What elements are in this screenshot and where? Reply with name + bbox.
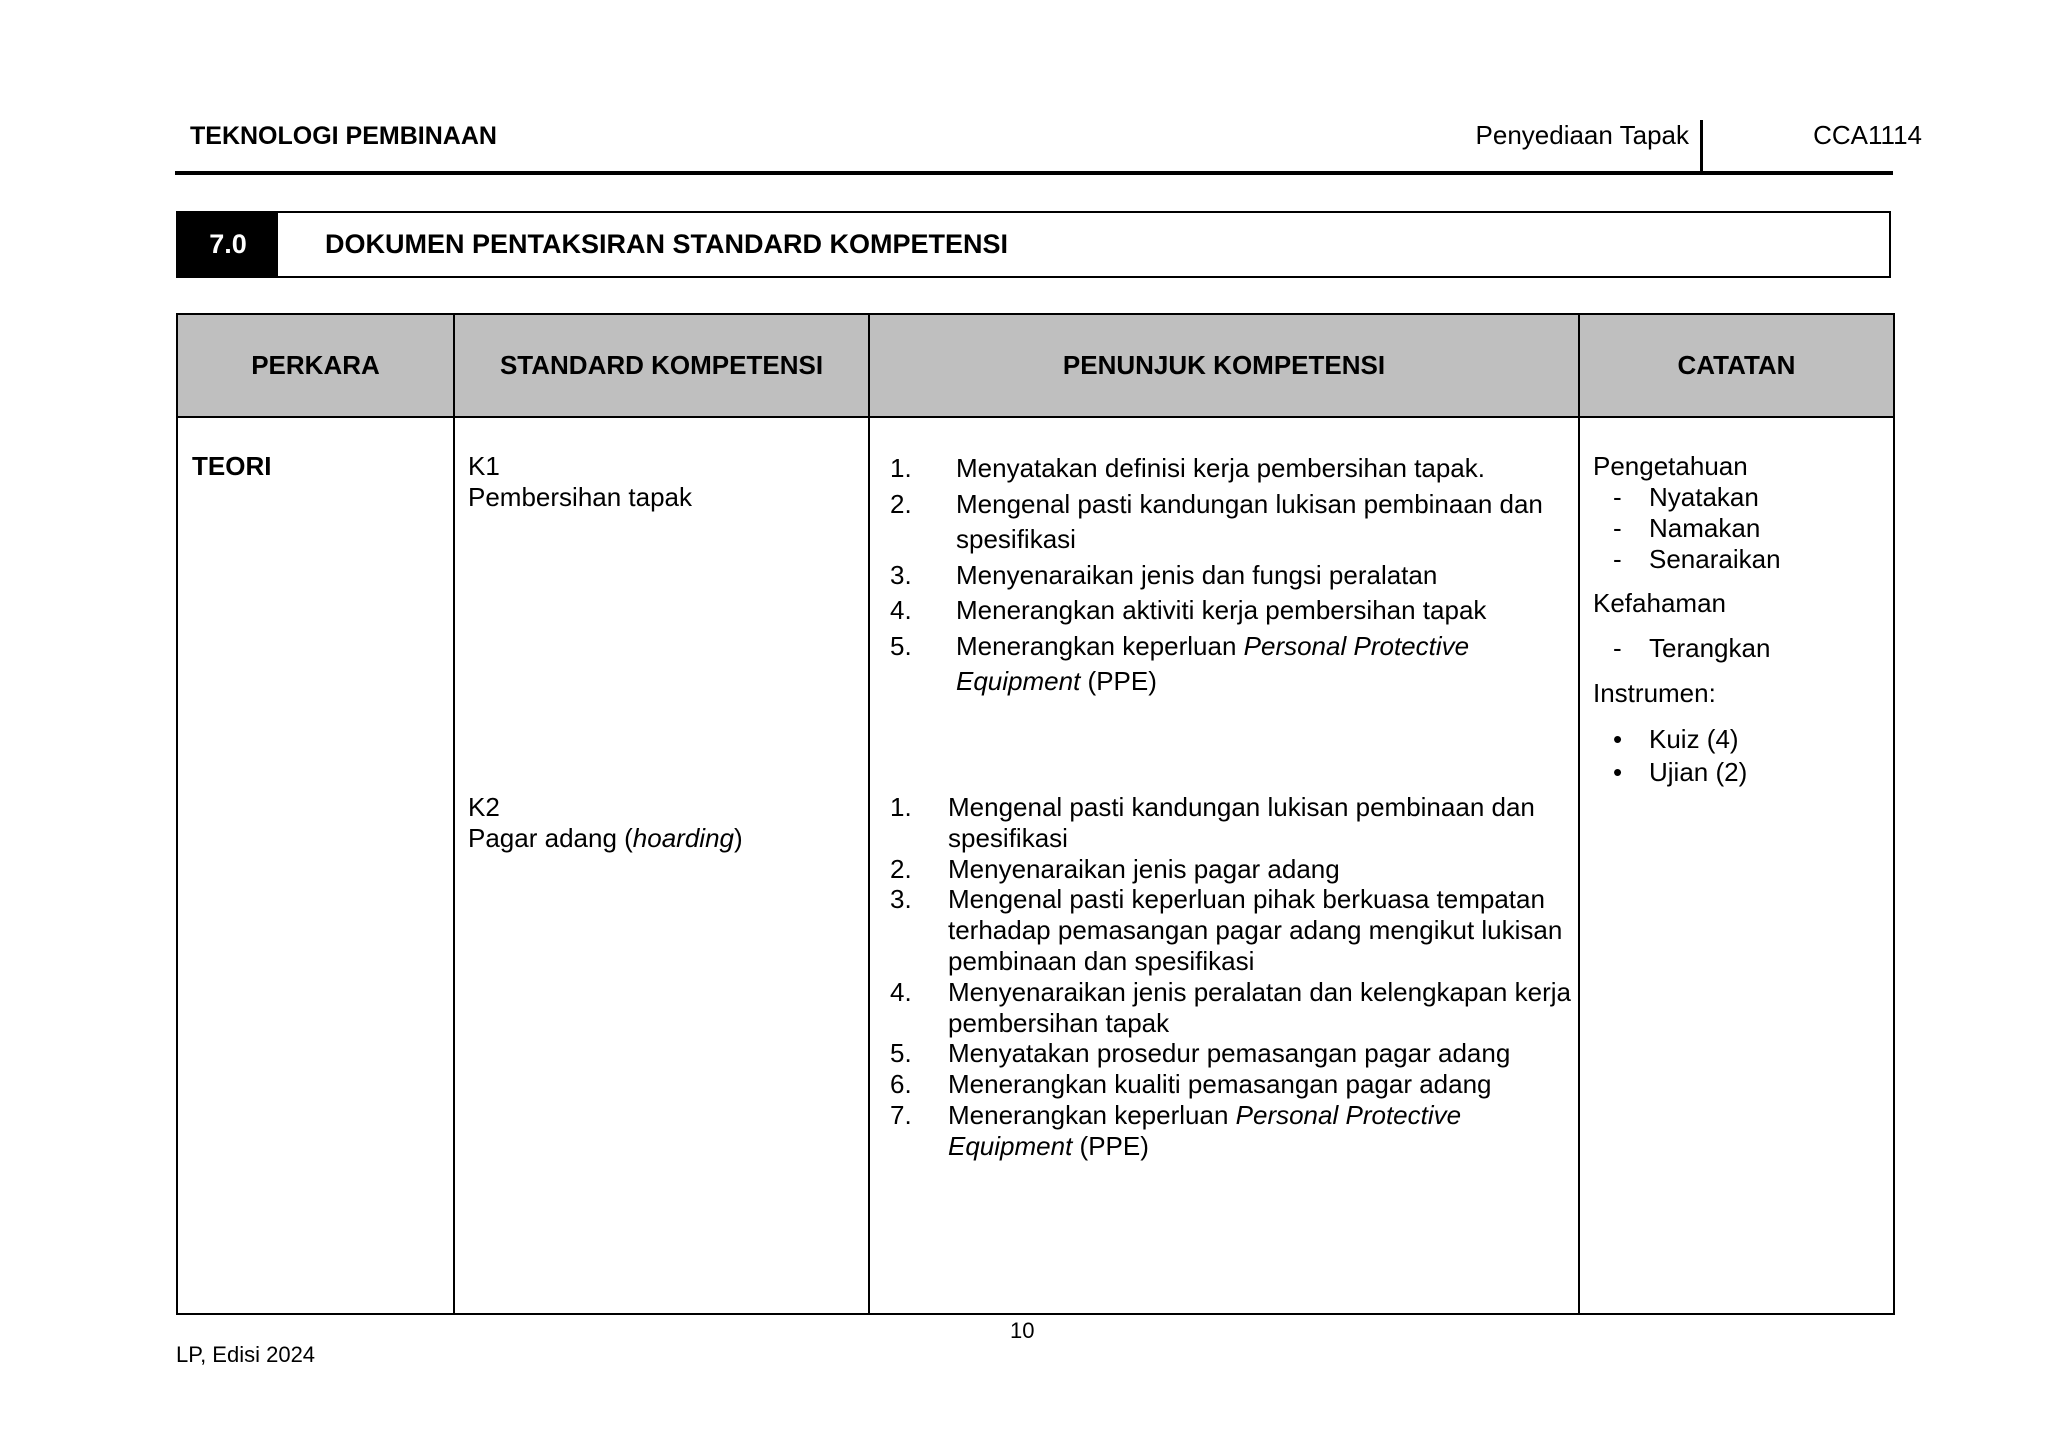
competency-table xyxy=(176,313,1895,1315)
column-header-standard: STANDARD KOMPETENSI xyxy=(454,314,869,417)
cell-standard xyxy=(454,417,869,1314)
list-item: 5. Menyatakan prosedur pemasangan pagar adang xyxy=(890,1038,1511,1069)
list-item: 3. Mengenal pasti keperluan pihak berkuasa tempatan terhadap pemasangan pagar adang mengikut lukisan pembinaan dan spesifikasi xyxy=(890,884,1563,976)
list-item: - Senaraikan xyxy=(1613,544,1781,574)
header-divider xyxy=(1700,120,1703,173)
perkara-label: TEORI xyxy=(192,451,272,481)
cell-catatan xyxy=(1579,417,1894,1314)
list-item: 3. Menyenaraikan jenis dan fungsi peralatan xyxy=(890,559,1438,590)
standard-k2-code: K2 xyxy=(468,792,500,822)
list-item: • Kuiz (4) xyxy=(1613,724,1739,754)
kefahaman-heading: Kefahaman xyxy=(1593,588,1726,618)
document-title: TEKNOLOGI PEMBINAAN xyxy=(190,122,497,150)
section-number: 7.0 xyxy=(178,213,278,276)
column-header-catatan: CATATAN xyxy=(1579,314,1894,417)
list-item: - Terangkan xyxy=(1613,633,1771,663)
list-item: • Ujian (2) xyxy=(1613,757,1748,787)
list-item: 4. Menerangkan aktiviti kerja pembersihan tapak xyxy=(890,595,1487,625)
table-row xyxy=(177,417,1894,1314)
edition-label: LP, Edisi 2024 xyxy=(176,1342,316,1367)
section-heading xyxy=(176,211,1891,278)
list-item: 2. Menyenaraikan jenis pagar adang xyxy=(890,853,1340,884)
standard-k2-name: Pagar adang (hoarding) xyxy=(468,823,743,853)
k1-indicator-list xyxy=(890,451,1570,700)
catatan-notes xyxy=(1593,451,1883,789)
page-number: 10 xyxy=(1010,1318,1035,1343)
list-item: 4. Menyenaraikan jenis peralatan dan kelengkapan kerja pembersihan tapak xyxy=(890,976,1571,1038)
pengetahuan-heading: Pengetahuan xyxy=(1593,451,1748,481)
list-item: 1. Mengenal pasti kandungan lukisan pembinaan dan spesifikasi xyxy=(890,792,1535,853)
k2-indicator-list xyxy=(890,792,1580,1162)
list-item: - Namakan xyxy=(1613,513,1761,543)
course-code: CCA1114 xyxy=(1813,120,1922,150)
standard-k1-name: Pembersihan tapak xyxy=(468,482,693,512)
column-header-perkara: PERKARA xyxy=(177,314,454,417)
list-item: 2. Mengenal pasti kandungan lukisan pembinaan dan spesifikasi xyxy=(890,488,1543,554)
column-header-penunjuk: PENUNJUK KOMPETENSI xyxy=(869,314,1579,417)
list-item: 5. Menerangkan keperluan Personal Protective Equipment (PPE) xyxy=(890,630,1470,696)
cell-perkara xyxy=(177,417,454,1314)
standard-k1 xyxy=(468,451,692,513)
standard-k2 xyxy=(468,792,743,854)
section-name: Penyediaan Tapak xyxy=(1475,120,1689,150)
header-rule xyxy=(175,171,1893,175)
cell-penunjuk xyxy=(869,417,1579,1314)
standard-k1-code: K1 xyxy=(468,451,500,481)
list-item: 6. Menerangkan kualiti pemasangan pagar adang xyxy=(890,1069,1492,1100)
list-item: - Nyatakan xyxy=(1613,482,1759,512)
section-title: DOKUMEN PENTAKSIRAN STANDARD KOMPETENSI xyxy=(325,229,1009,259)
list-item: 1. Menyatakan definisi kerja pembersihan tapak. xyxy=(890,453,1485,483)
table-header-row xyxy=(177,314,1894,417)
instrumen-heading: Instrumen: xyxy=(1593,678,1716,708)
list-item: 7. Menerangkan keperluan Personal Protective Equipment (PPE) xyxy=(890,1099,1462,1161)
